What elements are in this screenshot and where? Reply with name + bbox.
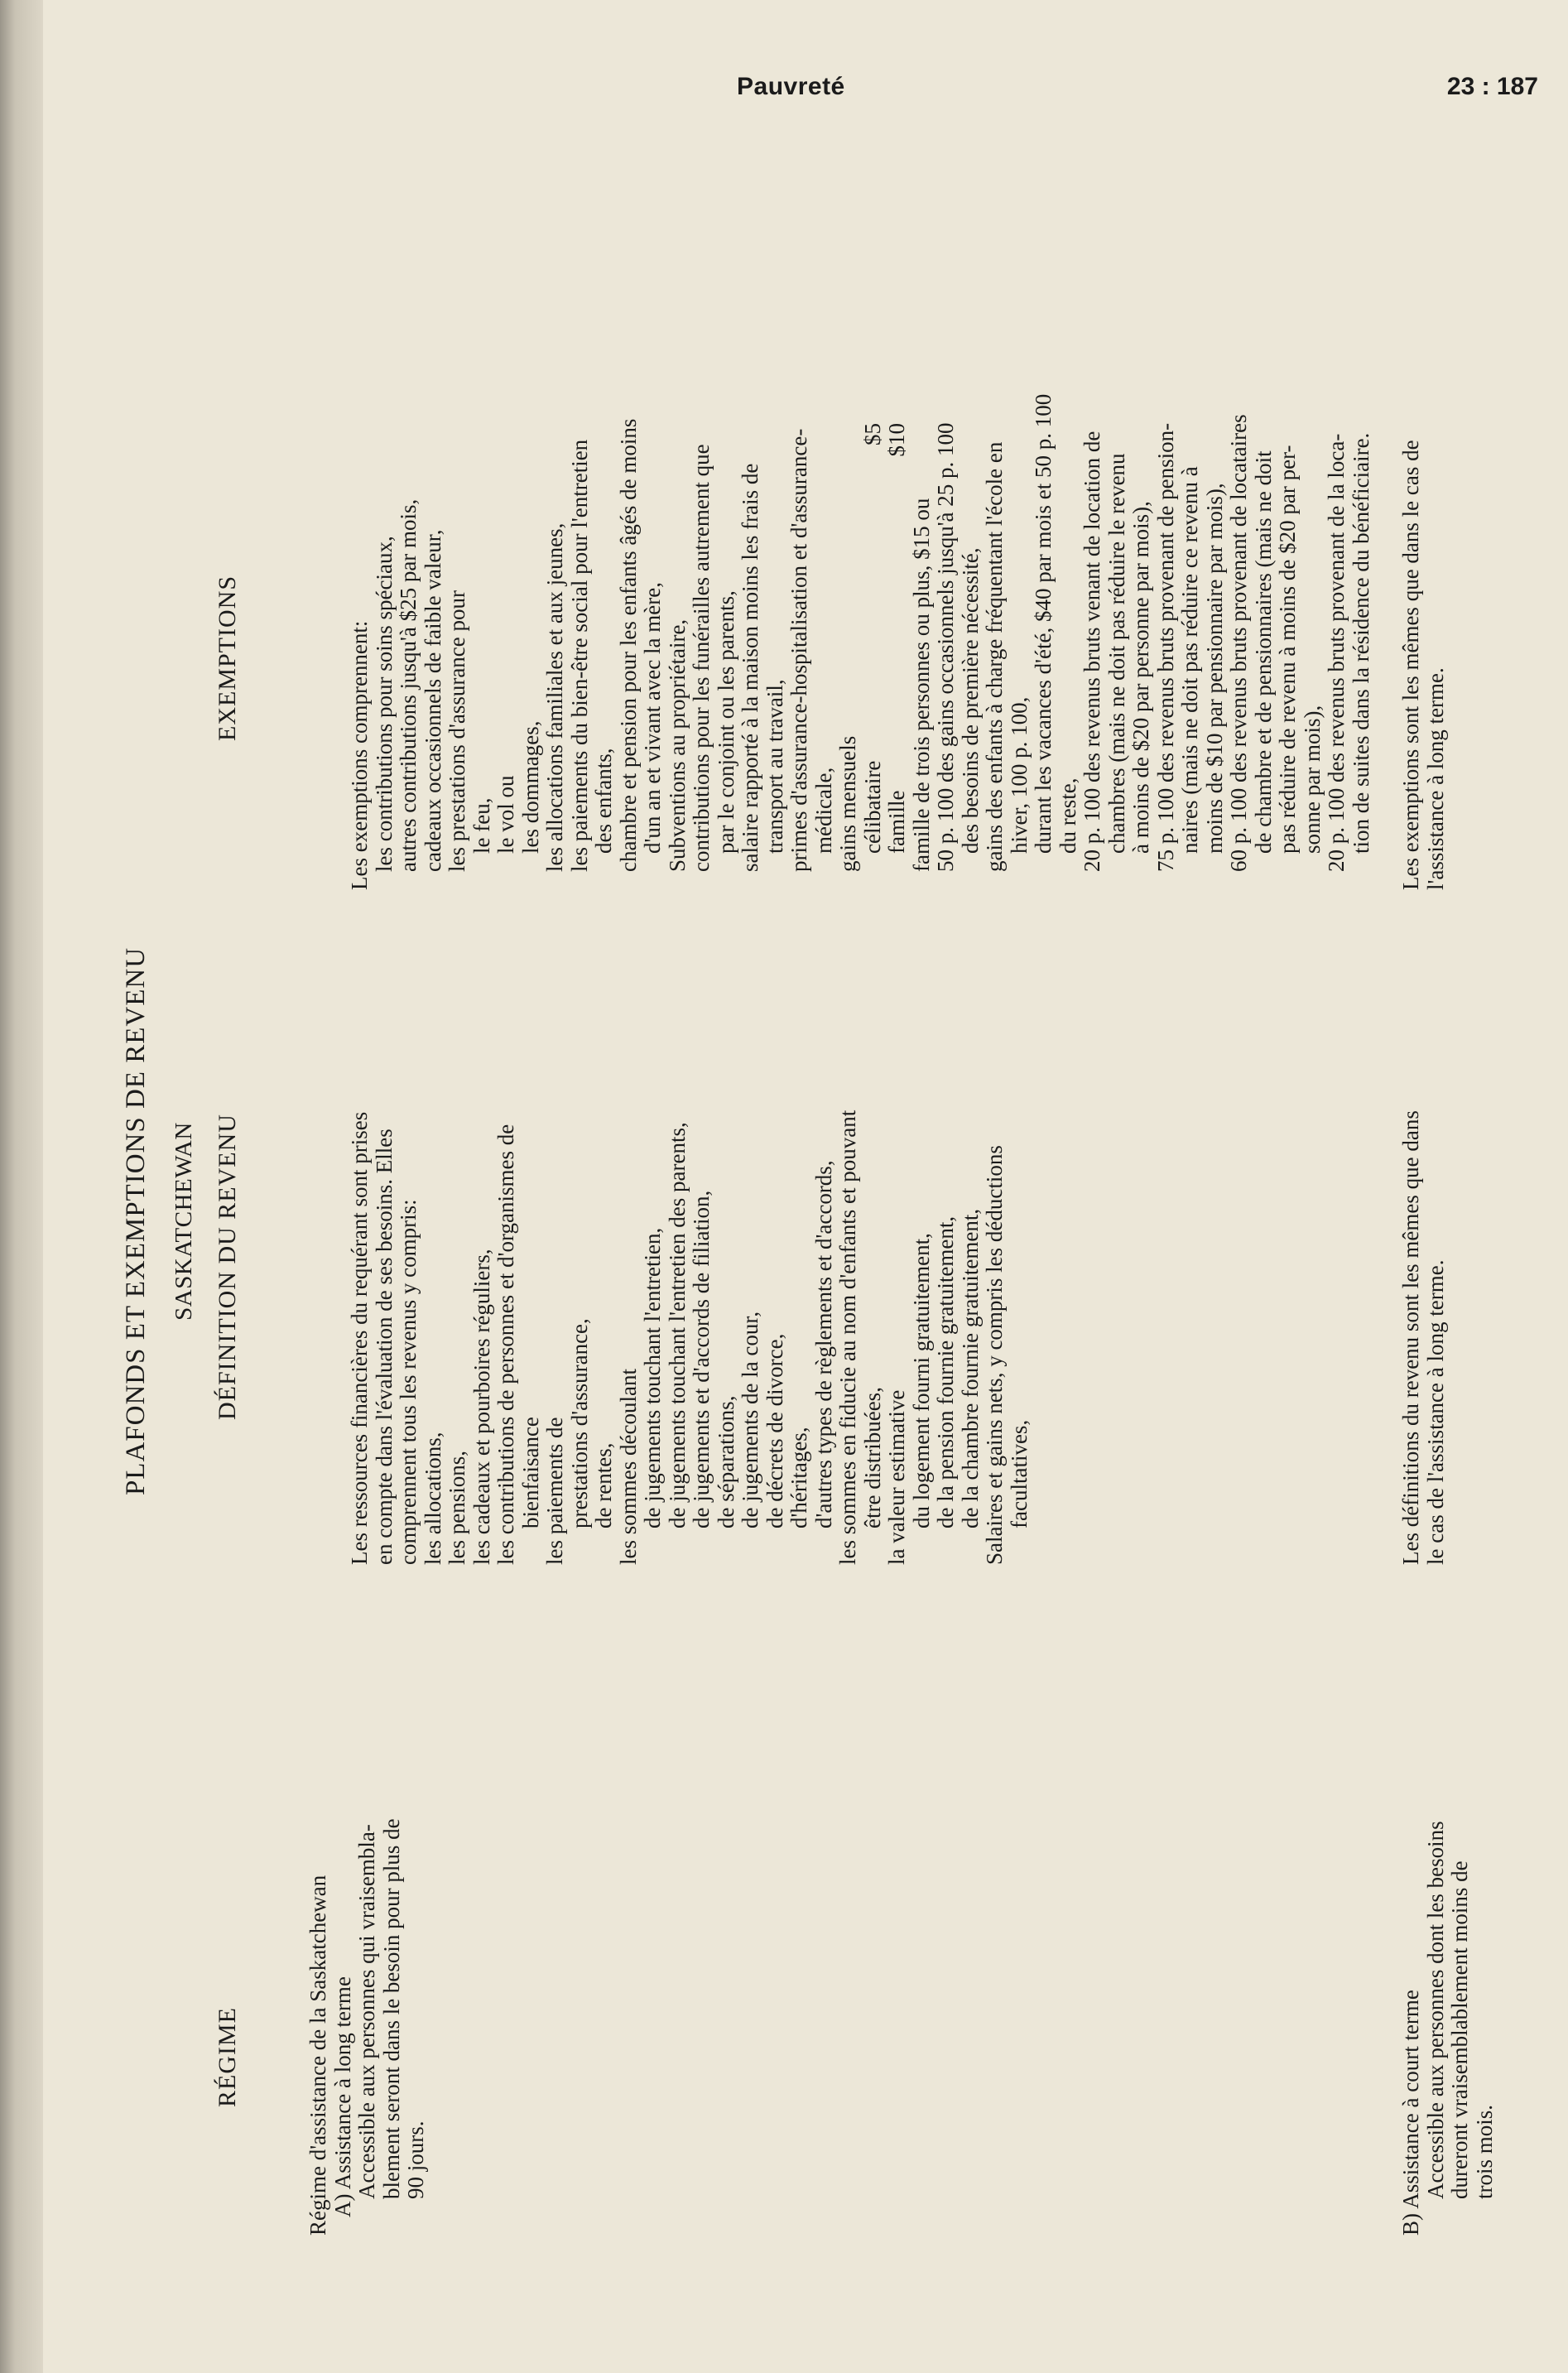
- gains-label: célibataire: [859, 760, 885, 854]
- exemption-item: des besoins de première nécessité,: [957, 547, 983, 854]
- definition-item: d'héritages,: [786, 1427, 811, 1528]
- exemption-item: chambres (mais ne doit pas réduire le revenu: [1104, 453, 1129, 854]
- exemptions-b-line: l'assistance à long terme.: [1422, 667, 1448, 890]
- regime-program-name: Régime d'assistance de la Saskatchewan: [305, 1875, 330, 2236]
- definition-item: les sommes découlant: [615, 1369, 641, 1565]
- regime-b-line: Accessible aux personnes dont les besoins: [1422, 1821, 1448, 2199]
- exemption-item: contributions pour les funérailles autrement que: [689, 444, 714, 872]
- exemption-item: 20 p. 100 des revenus bruts provenant de la loca-: [1324, 433, 1349, 872]
- exemption-item: primes d'assurance-hospitalisation et d'assurance-: [786, 428, 811, 872]
- definition-item: de décrets de divorce,: [762, 1333, 787, 1528]
- definition-item: de séparations,: [713, 1395, 738, 1528]
- exemption-item: tion de suites dans la résidence du bénéficiaire.: [1348, 432, 1373, 854]
- exemption-item: gains des enfants à charge fréquentant l'école en: [982, 441, 1007, 872]
- exemption-item: à moins de $20 par personne par mois),: [1128, 501, 1153, 854]
- gains-label: famille: [884, 790, 909, 854]
- exemption-item: les paiements du bien-être social pour l'entretien: [566, 439, 592, 872]
- definition-item: de jugements touchant l'entretien des parents,: [664, 1122, 690, 1528]
- regime-a-line: Accessible aux personnes qui vraisembla-: [354, 1824, 379, 2199]
- gains-row: [885, 423, 910, 854]
- definition-b-line: le cas de l'assistance à long terme.: [1422, 1259, 1448, 1565]
- definition-item: d'autres types de règlements et d'accords,: [810, 1160, 836, 1528]
- monthly-gains-table: [861, 423, 910, 890]
- gains-amount: $5: [859, 423, 885, 445]
- gains-amount: $10: [884, 423, 909, 457]
- regime-b-line: dureront vraisemblablement moins de: [1447, 1860, 1472, 2199]
- exemption-item: autres contributions jusqu'à $25 par mois,: [396, 498, 421, 872]
- province-heading: SASKATCHEWAN: [171, 1122, 197, 1321]
- exemption-item: transport au travail,: [762, 679, 787, 854]
- exemption-item-list: [348, 277, 861, 890]
- exemption-item-list-continued: [910, 277, 1374, 890]
- regime-column: [306, 1772, 429, 2236]
- definition-column: [348, 952, 1032, 1565]
- definition-item: de rentes,: [591, 1442, 616, 1528]
- exemption-item: les dommages,: [517, 720, 543, 854]
- exemption-item: d'un an et vivant avec la mère,: [640, 582, 665, 854]
- rotated-table: [75, 128, 1497, 2314]
- exemption-item: salaire rapporté à la maison moins les frais de: [738, 463, 762, 872]
- definition-item: de jugements touchant l'entretien,: [640, 1227, 665, 1528]
- definition-intro-line: Les ressources financières du requérant sont prises: [347, 1111, 372, 1565]
- exemptions-b-line: Les exemptions sont les mêmes que dans le cas de: [1398, 440, 1423, 890]
- definition-intro-line: en compte dans l'évaluation de ses besoins. Elles: [371, 1129, 397, 1565]
- exemption-item: par le conjoint ou les parents,: [713, 590, 738, 854]
- definition-item: les paiements de: [542, 1417, 567, 1565]
- exemption-item: 20 p. 100 des revenus bruts venant de location de: [1080, 431, 1104, 872]
- exemption-item: cadeaux occasionnels de faible valeur,: [420, 529, 445, 872]
- definition-item: de jugements de la cour,: [738, 1311, 762, 1528]
- exemption-item: 60 p. 100 des revenus bruts provenant de locataires: [1226, 414, 1251, 872]
- definition-item: de la pension fournie gratuitement,: [933, 1215, 958, 1528]
- exemptions-column: [348, 277, 1373, 890]
- definition-b-line: Les définitions du revenu sont les mêmes que dans: [1398, 1110, 1423, 1565]
- exemption-item: les allocations familiales et aux jeunes,: [542, 522, 567, 872]
- regime-column-b: [1399, 1772, 1497, 2236]
- exemption-item: moins de $10 par pensionnaire par mois),: [1201, 483, 1227, 854]
- exemption-item: pas réduire de revenu à moins de $20 par per-: [1275, 445, 1300, 854]
- definition-item: les cadeaux et pourboires réguliers,: [469, 1249, 494, 1565]
- page-number: 23 : 187: [1446, 73, 1538, 100]
- definition-item: les contributions de personnes et d'organismes de: [493, 1124, 518, 1565]
- running-head: [43, 68, 1568, 118]
- exemptions-column-b: [1399, 277, 1448, 890]
- document-title: PLAFONDS ET EXEMPTIONS DE REVENU: [121, 946, 151, 1496]
- col-header-regime: RÉGIME: [214, 2007, 241, 2107]
- definition-item: les allocations,: [420, 1432, 445, 1565]
- definition-item-list: [421, 952, 1032, 1565]
- col-header-definition: DÉFINITION DU REVENU: [214, 1114, 241, 1420]
- exemption-item: sonne par mois),: [1299, 705, 1325, 854]
- exemption-item: chambre et pension pour les enfants âgés de moins: [615, 418, 641, 872]
- regime-a-line: 90 jours.: [403, 2120, 428, 2199]
- exemption-item: Subventions au propriétaire,: [664, 619, 690, 872]
- exemption-item: 75 p. 100 des revenus bruts provenant de pension-: [1152, 422, 1178, 872]
- exemption-item: les contributions pour soins spéciaux,: [371, 536, 397, 872]
- definition-intro-line: comprennent tous les revenus y compris:: [396, 1199, 421, 1565]
- regime-a-line: blement seront dans le besoin pour plus de: [378, 1818, 404, 2199]
- definition-item: facultatives,: [1006, 1419, 1032, 1528]
- exemption-item: gains mensuels: [835, 735, 860, 872]
- regime-b-line: trois mois.: [1471, 2104, 1497, 2199]
- definition-item: les sommes en fiducie au nom d'enfants et pouvant: [835, 1109, 860, 1565]
- exemption-item: Les exemptions comprennent:: [347, 620, 372, 890]
- regime-b-heading: B) Assistance à court terme: [1398, 1990, 1423, 2236]
- definition-item: de la chambre fournie gratuitement,: [957, 1208, 983, 1528]
- exemption-item: de chambre et de pensionnaires (mais ne doit: [1250, 450, 1276, 854]
- exemption-item: le vol ou: [493, 775, 518, 854]
- col-header-exemptions: EXEMPTIONS: [214, 575, 241, 741]
- definition-item: la valeur estimative: [884, 1389, 909, 1565]
- definition-item: Salaires et gains nets, y compris les déductions: [982, 1145, 1007, 1565]
- definition-item: les pensions,: [445, 1451, 469, 1565]
- regime-a-heading: A) Assistance à long terme: [329, 1976, 355, 2217]
- exemption-item: médicale,: [810, 767, 836, 854]
- exemption-item: des enfants,: [591, 748, 616, 854]
- definition-item: prestations d'assurance,: [566, 1318, 592, 1528]
- gains-row: [861, 423, 886, 854]
- exemption-item: les prestations d'assurance pour: [445, 590, 469, 872]
- running-head-title: Pauvreté: [737, 73, 845, 100]
- definition-column-b: [1399, 952, 1448, 1565]
- exemption-item: du reste,: [1055, 777, 1080, 854]
- definition-item: bienfaisance: [517, 1417, 543, 1528]
- exemption-item: famille de trois personnes ou plus, $15 ou: [908, 498, 934, 872]
- definition-item: de jugements et d'accords de filiation,: [689, 1190, 714, 1528]
- book-spine-shadow: [0, 0, 43, 2373]
- exemption-item: le feu,: [469, 797, 494, 854]
- exemption-item: durant les vacances d'été, $40 par mois et 50 p. 100: [1031, 393, 1056, 854]
- definition-item: être distribuées,: [859, 1387, 885, 1528]
- exemption-item: 50 p. 100 des gains occasionnels jusqu'à 25 p. 100: [933, 422, 958, 872]
- exemption-item: naires (mais ne doit pas réduire ce revenu à: [1177, 466, 1202, 854]
- definition-item: du logement fourni gratuitement,: [908, 1233, 934, 1528]
- exemption-item: hiver, 100 p. 100,: [1006, 696, 1032, 854]
